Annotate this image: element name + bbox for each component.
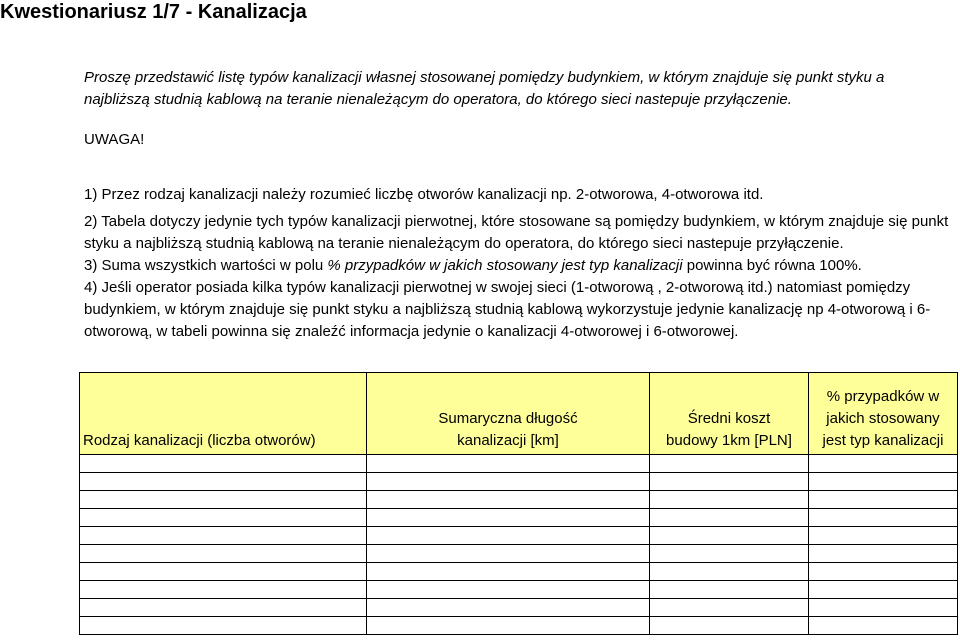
table-cell-input[interactable] <box>650 509 809 527</box>
table-row <box>80 617 958 635</box>
column-header-line: jest typ kanalizacji <box>822 432 944 449</box>
table-cell-input[interactable] <box>809 509 958 527</box>
table-cell-input[interactable] <box>80 527 367 545</box>
note-2: 2) Tabela dotyczy jedynie tych typów kanalizacji pierwotnej, które stosowane są pomiędzy budynkiem, w którym znajduje się punkt styku a najbliższą studnią kablową na teranie nienależącym do operatora, do którego sieci nastepuje przyłączenie. <box>84 213 949 252</box>
table-cell-input[interactable] <box>367 509 650 527</box>
table-cell-input[interactable] <box>809 527 958 545</box>
table-cell-input[interactable] <box>650 455 809 473</box>
table-cell-input[interactable] <box>650 491 809 509</box>
table-row <box>80 563 958 581</box>
table-cell-input[interactable] <box>367 491 650 509</box>
table-cell-input[interactable] <box>80 509 367 527</box>
notes-block <box>84 184 956 343</box>
table-row <box>80 581 958 599</box>
note-3 <box>84 255 956 277</box>
table-row <box>80 509 958 527</box>
table-cell-input[interactable] <box>367 599 650 617</box>
table-row <box>80 545 958 563</box>
table-body <box>80 455 958 635</box>
table-cell-input[interactable] <box>80 599 367 617</box>
table-cell-input[interactable] <box>650 527 809 545</box>
column-header-line: % przypadków w <box>826 388 940 405</box>
table-cell-input[interactable] <box>650 545 809 563</box>
table-cell-input[interactable] <box>80 563 367 581</box>
column-header-line: jakich stosowany <box>826 410 940 427</box>
table-cell-input[interactable] <box>809 455 958 473</box>
note-1: 1) Przez rodzaj kanalizacji należy rozumieć liczbę otworów kanalizacji np. 2-otworowa, 4-otworowa itd. <box>84 186 764 203</box>
table-cell-input[interactable] <box>809 491 958 509</box>
table-cell-input[interactable] <box>809 473 958 491</box>
column-header-length <box>367 373 650 455</box>
table-cell-input[interactable] <box>650 581 809 599</box>
table-row <box>80 599 958 617</box>
table-cell-input[interactable] <box>367 527 650 545</box>
table-cell-input[interactable] <box>650 473 809 491</box>
table-cell-input[interactable] <box>650 599 809 617</box>
table-cell-input[interactable] <box>809 617 958 635</box>
note-3-text-start: 3) Suma wszystkich wartości w polu <box>84 257 328 274</box>
table-cell-input[interactable] <box>367 617 650 635</box>
table-cell-input[interactable] <box>809 545 958 563</box>
table-cell-input[interactable] <box>367 455 650 473</box>
column-header-line: kanalizacji [km] <box>457 432 559 449</box>
table-row <box>80 455 958 473</box>
table-cell-input[interactable] <box>80 473 367 491</box>
table-cell-input[interactable] <box>650 617 809 635</box>
table-cell-input[interactable] <box>809 599 958 617</box>
table-row <box>80 527 958 545</box>
table-row <box>80 491 958 509</box>
table-cell-input[interactable] <box>367 563 650 581</box>
page-title: Kwestionariusz 1/7 - Kanalizacja <box>0 1 307 23</box>
note-3-text-end: powinna być równa 100%. <box>682 257 862 274</box>
table-cell-input[interactable] <box>80 617 367 635</box>
table-cell-input[interactable] <box>80 455 367 473</box>
table-cell-input[interactable] <box>367 473 650 491</box>
table-cell-input[interactable] <box>80 545 367 563</box>
table-header-row <box>80 373 958 455</box>
table-cell-input[interactable] <box>80 581 367 599</box>
table-cell-input[interactable] <box>367 545 650 563</box>
table-row <box>80 473 958 491</box>
table-cell-input[interactable] <box>809 563 958 581</box>
table-cell-input[interactable] <box>809 581 958 599</box>
column-header-line: Średni koszt <box>687 410 771 427</box>
column-header-percent <box>809 373 958 455</box>
column-header-type <box>80 373 367 455</box>
column-header-cost <box>650 373 809 455</box>
warning-heading: UWAGA! <box>84 131 145 148</box>
table-cell-input[interactable] <box>80 491 367 509</box>
column-header-line: budowy 1km [PLN] <box>666 432 792 449</box>
intro-instruction: Proszę przedstawić listę typów kanalizacji własnej stosowanej pomiędzy budynkiem, w którym znajduje się punkt styku a najbliższą studnią kablową na teranie nienależącym do operatora, do którego sieci nastepuje przyłączenie. <box>84 69 885 108</box>
column-header-line: Sumaryczna długość <box>438 410 578 427</box>
table-cell-input[interactable] <box>650 563 809 581</box>
table-cell-input[interactable] <box>367 581 650 599</box>
sewer-types-table <box>79 372 958 635</box>
column-header-line: Rodzaj kanalizacji (liczba otworów) <box>83 432 316 449</box>
note-4: 4) Jeśli operator posiada kilka typów kanalizacji pierwotnej w swojej sieci (1-otworową , 2-otworową itd.) natomiast pomiędzy budynkiem, w którym znajduje się punkt styku a najbliższą studnią kablową wykorzystuje jedynie kanalizację np 4-otworową i 6-otworową, w tabeli powinna się znaleźć informacja jedynie o kanalizacji 4-otworowej i 6-otworowej. <box>84 279 931 340</box>
note-3-field-name: % przypadków w jakich stosowany jest typ kanalizacji <box>327 257 683 274</box>
